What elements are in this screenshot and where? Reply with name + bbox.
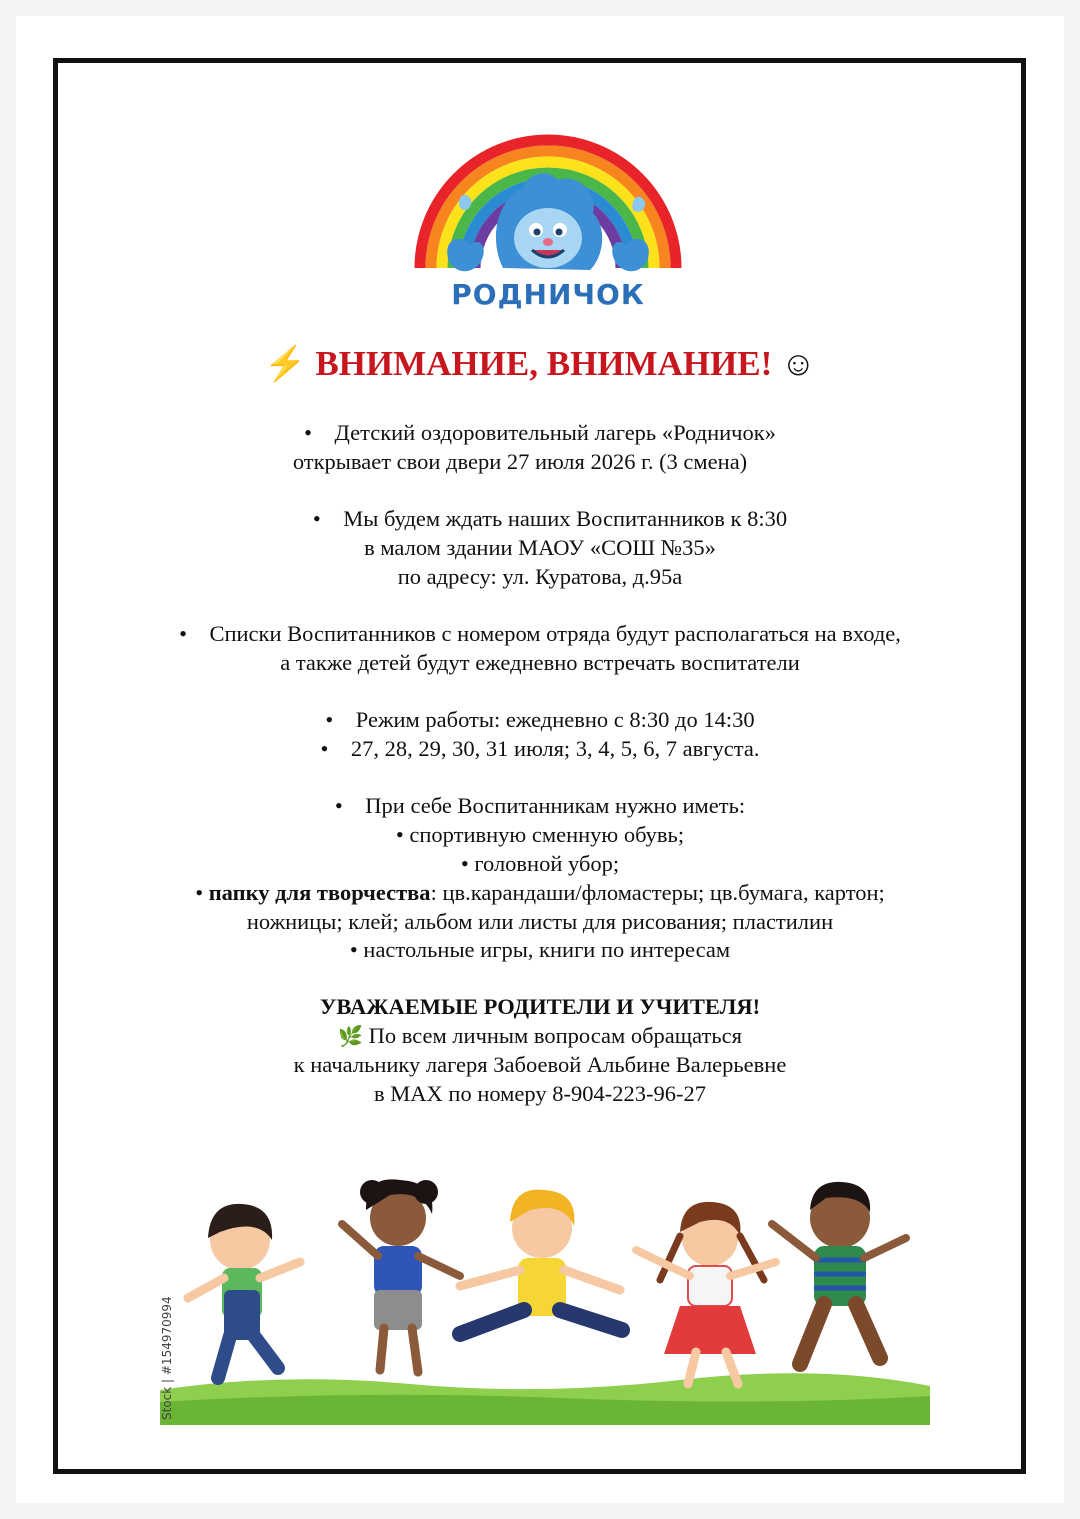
stock-watermark: Stock | #154970994 xyxy=(160,1296,174,1420)
kid-3-icon xyxy=(460,1190,622,1334)
kid-2-icon xyxy=(342,1179,460,1372)
bullet: • xyxy=(334,793,343,818)
leaf-icon: 🌿 xyxy=(338,1026,363,1048)
kid-5-icon xyxy=(772,1182,906,1364)
bullet: • xyxy=(304,420,312,445)
logo-text: РОДНИЧОК xyxy=(451,278,645,311)
items-intro: • При себе Воспитанникам нужно иметь: xyxy=(334,793,746,818)
contact-line-3: в MAX по номеру 8-904-223-96-27 xyxy=(374,1081,706,1106)
contact-line-2: к начальнику лагеря Забоевой Альбине Валерьевне xyxy=(293,1052,787,1077)
item-folder: • папку для творчества: цв.карандаши/фломастеры; цв.бумага, картон; xyxy=(195,880,885,905)
item-shoes: • спортивную сменную обувь; xyxy=(395,822,685,847)
jumping-kids-illustration xyxy=(160,1140,930,1425)
contact-line-1: 🌿 По всем личным вопросам обращаться xyxy=(338,1023,742,1048)
meeting-line-2: в малом здании МАОУ «СОШ №35» xyxy=(364,535,716,560)
headline-text: ВНИМАНИЕ, ВНИМАНИЕ! xyxy=(315,344,773,383)
camp-logo xyxy=(408,118,688,318)
page-title xyxy=(0,344,1080,384)
rainbow-icon xyxy=(408,118,688,283)
contact-heading: УВАЖАЕМЫЕ РОДИТЕЛИ И УЧИТЕЛЯ! xyxy=(319,994,761,1019)
item-folder-bold: папку для творчества xyxy=(208,880,431,905)
bullet: • xyxy=(179,621,187,646)
item-folder-continued: ножницы; клей; альбом или листы для рисования; пластилин xyxy=(246,909,834,934)
kid-4-icon xyxy=(636,1202,776,1384)
bullet: • xyxy=(325,707,334,732)
item-hat: • головной убор; xyxy=(460,851,620,876)
lists-line-1: • Списки Воспитанников с номером отряда будут располагаться на входе, xyxy=(179,621,901,646)
schedule-line-1: • Режим работы: ежедневно с 8:30 до 14:30 xyxy=(325,707,755,732)
opening-line-2: открывает свои двери 27 июля 2026 г. (3 смена) xyxy=(292,449,748,474)
smiley-icon: ☺ xyxy=(781,346,816,383)
opening-line-1: • Детский оздоровительный лагерь «Родничок» xyxy=(304,420,776,445)
meeting-line-3: по адресу: ул. Куратова, д.95а xyxy=(397,564,683,589)
schedule-line-2: • 27, 28, 29, 30, 31 июля; 3, 4, 5, 6, 7 августа. xyxy=(320,736,760,761)
bullet: • xyxy=(320,736,329,761)
item-games: • настольные игры, книги по интересам xyxy=(349,937,731,962)
lists-line-2: а также детей будут ежедневно встречать воспитатели xyxy=(280,650,800,675)
lightning-icon: ⚡ xyxy=(264,346,307,383)
bullet: • xyxy=(312,506,321,531)
kid-1-icon xyxy=(188,1204,300,1378)
meeting-line-1: • Мы будем ждать наших Воспитанников к 8:30 xyxy=(312,506,788,531)
